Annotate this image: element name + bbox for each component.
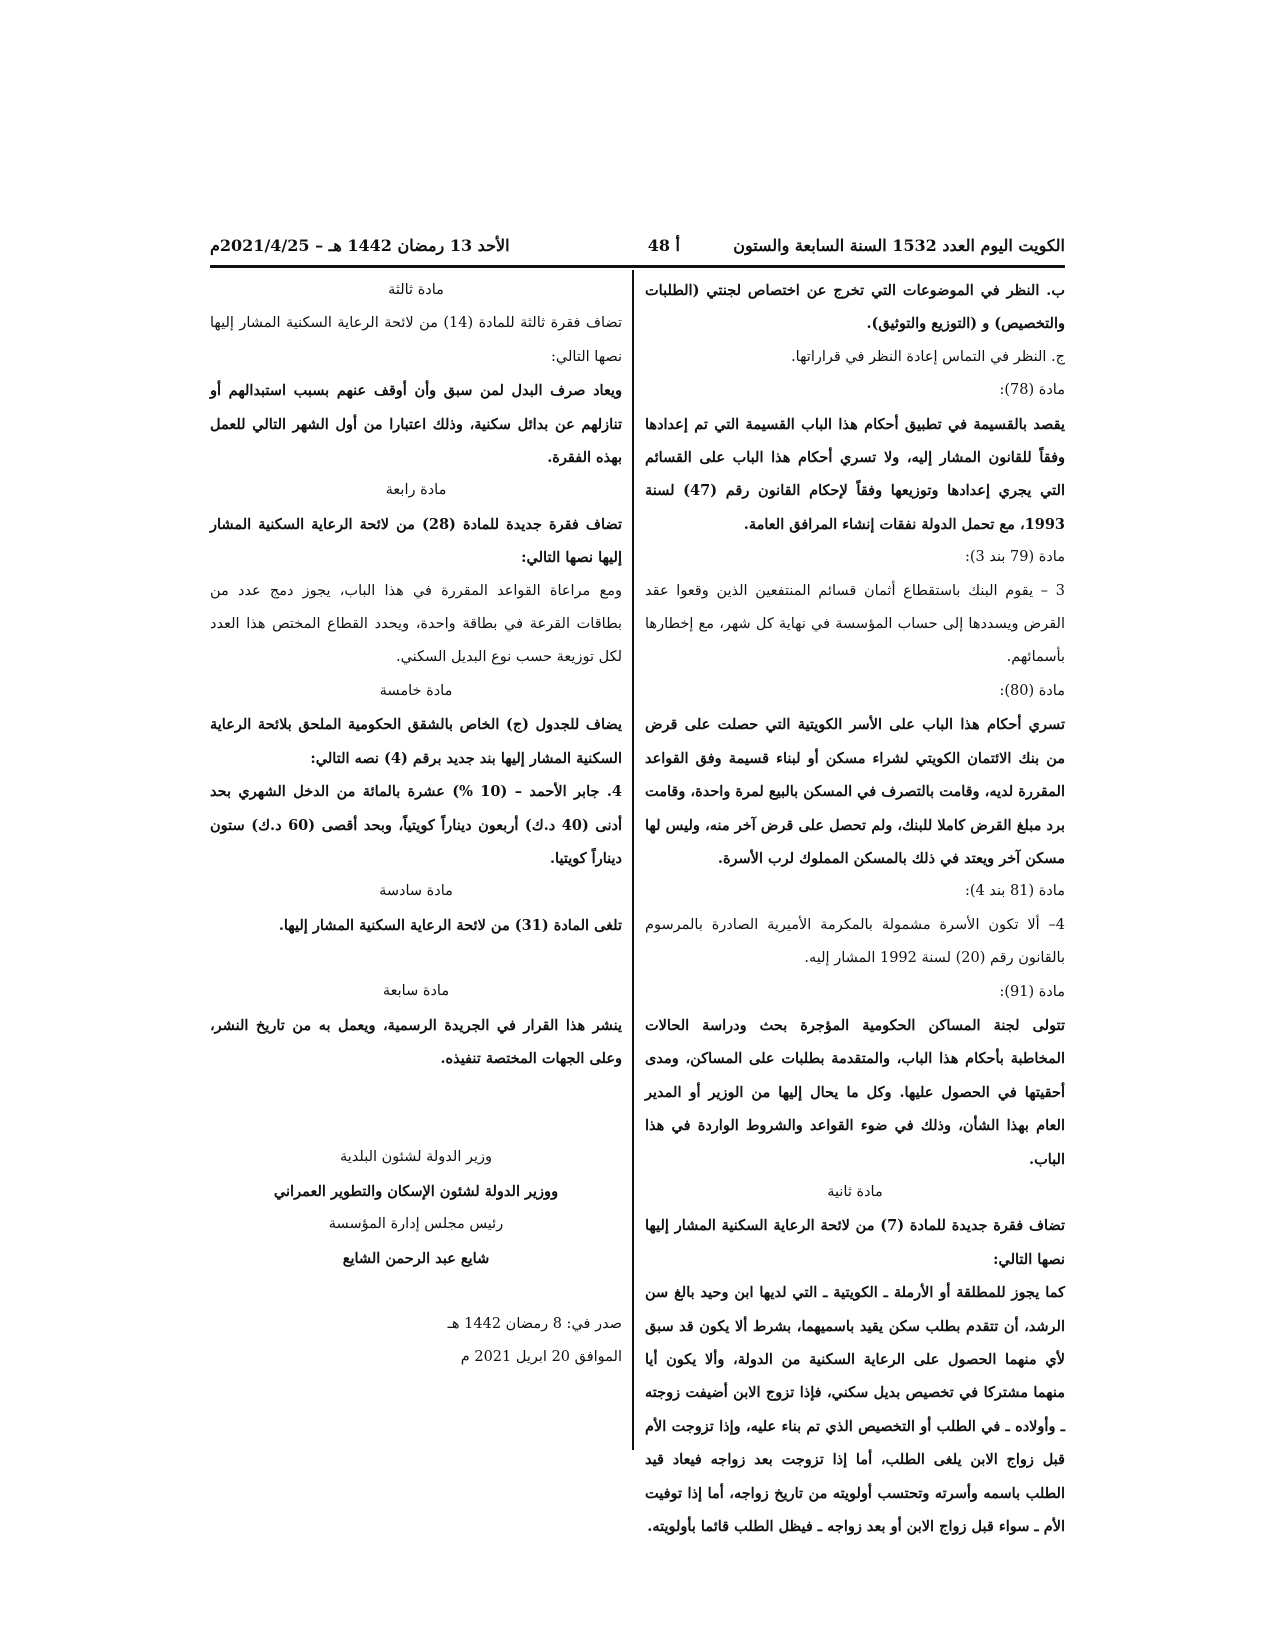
- article-heading-80: مادة (80):: [999, 682, 1065, 699]
- page-number: أ 48: [647, 236, 680, 255]
- article-four-text: ومع مراعاة القواعد المقررة في هذا الباب، يجوز دمج عدد من بطاقات القرعة في بطاقة واحدة، ويحدد القطاع المختص هذا العدد لكل توزيعة حسب نوع البديل السكني.: [210, 582, 622, 666]
- article-seven-heading: مادة سابعة: [382, 983, 450, 1000]
- issued-date-gregorian: الموافق 20 ابريل 2021 م: [460, 1349, 622, 1366]
- article-81-text: 4– ألا تكون الأسرة مشمولة بالمكرمة الأميرية الصادرة بالمرسوم بالقانون رقم (20) لسنة 1992 المشار إليه.: [645, 916, 1065, 967]
- article-six-heading: مادة سادسة: [379, 883, 453, 900]
- article-five-intro: يضاف للجدول (ج) الخاص بالشقق الحكومية الملحق بلائحة الرعاية السكنية المشار إليها بند جديد برقم (4) نصه التالي:: [210, 716, 622, 767]
- header-rule: [210, 265, 1065, 268]
- article-80-text: تسري أحكام هذا الباب على الأسر الكويتية التي حصلت على قرض من بنك الائتمان الكويتي لشراء مسكن أو لبناء قسيمة وفق القواعد المقررة لديه، وقامت بالتصرف في المسكن بالبيع لمرة واحدة، وقامت برد مبلغ القرض كاملا للبنك، ولم تحصل على قرض آخر منه، وليس لها مسكن آخر ويعتد في ذلك بالمسكن المملوك لرب الأسرة.: [645, 716, 1065, 867]
- paragraph-c: ج. النظر في التماس إعادة النظر في قراراتها.: [791, 348, 1065, 365]
- spacer: [210, 1075, 622, 1141]
- article-three-heading: مادة ثالثة: [388, 282, 444, 298]
- signature-title-3: رئيس مجلس إدارة المؤسسة: [328, 1216, 504, 1233]
- article-five-heading: مادة خامسة: [379, 682, 453, 699]
- issue-date: الأحد 13 رمضان 1442 هـ – 2021/4/25م: [210, 236, 510, 255]
- article-three-intro: تضاف فقرة ثالثة للمادة (14) من لائحة الرعاية السكنية المشار إليها نصها التالي:: [210, 315, 622, 365]
- article-seven-text: ينشر هذا القرار في الجريدة الرسمية، ويعمل به من تاريخ النشر، وعلى الجهات المختصة تنفيذه.: [210, 1016, 622, 1067]
- article-six-text: تلغى المادة (31) من لائحة الرعاية السكنية المشار إليها.: [278, 916, 622, 934]
- signatory-name: شايع عبد الرحمن الشايع: [342, 1249, 490, 1267]
- left-column: [210, 274, 622, 1375]
- page-header: [210, 236, 1065, 264]
- article-two-heading: مادة ثانية: [827, 1183, 883, 1200]
- signature-title-1: وزير الدولة لشئون البلدية: [339, 1149, 493, 1166]
- paragraph-b: ب. النظر في الموضوعات التي تخرج عن اختصاص لجنتي (الطلبات والتخصيص) و (التوزيع والتوثيق).: [645, 282, 1065, 333]
- signature-title-2: ووزير الدولة لشئون الإسكان والتطوير العمراني: [273, 1182, 559, 1200]
- article-two-intro: تضاف فقرة جديدة للمادة (7) من لائحة الرعاية السكنية المشار إليها نصها التالي:: [645, 1217, 1065, 1268]
- article-91-text: تتولى لجنة المساكن الحكومية المؤجرة بحث ودراسة الحالات المخاطبة بأحكام هذا الباب، والمتقدمة بطلبات على المساكن، ومدى أحقيتها في الحصول عليها. وكل ما يحال إليها من الوزير أو المدير العام بهذا الشأن، وذلك في ضوء القواعد والشروط الواردة في هذا الباب.: [645, 1016, 1065, 1168]
- right-column: [645, 274, 1065, 1543]
- article-heading-81: مادة (81 بند 4):: [965, 883, 1065, 900]
- article-three-text: ويعاد صرف البدل لمن سبق وأن أوقف عنهم بسبب استبدالهم أو تنازلهم عن بدائل سكنية، وذلك اعتبارا من أول الشهر التالي للعمل بهذه الفقرة.: [210, 382, 622, 467]
- article-heading-78: مادة (78):: [999, 382, 1065, 399]
- article-78-text: يقصد بالقسيمة في تطبيق أحكام هذا الباب القسيمة التي تم إعدادها وفقاً للقانون المشار إليه، ولا تسري أحكام هذا الباب على القسائم التي يجري إعدادها وتوزيعها وفقاً لإحكام القانون رقم (47) لسنة 1993، مع تحمل الدولة نفقات إنشاء المرافق العامة.: [645, 415, 1065, 533]
- issued-date-hijri: صدر في: 8 رمضان 1442 هـ: [447, 1315, 622, 1332]
- article-heading-79: مادة (79 بند 3):: [965, 549, 1065, 566]
- gazette-issue-title: الكويت اليوم العدد 1532 السنة السابعة والستون: [733, 236, 1065, 255]
- article-79-text: 3 – يقوم البنك باستقطاع أثمان قسائم المنتفعين الذين وقعوا عقد القرض ويسددها إلى حساب المؤسسة في نهاية كل شهر، مع إخطارها بأسمائهم.: [645, 582, 1065, 666]
- spacer: [210, 1275, 622, 1308]
- article-two-text: كما يجوز للمطلقة أو الأرملة ـ الكويتية ـ التي لديها ابن وحيد بالغ سن الرشد، أن تتقدم بطلب سكن يقيد باسميهما، بشرط ألا يكون قد سبق لأي منهما الحصول على الرعاية السكنية من الدولة، وألا يكون أيا منهما مشتركا في تخصيص بديل سكني، فإذا تزوج الابن أضيفت زوجته ـ وأولاده ـ في الطلب أو التخصيص الذي تم بناء عليه، وإذا تزوجت الأم قبل زواج الابن يلغى الطلب، أما إذا تزوجت بعد زواجه فيعاد قيد الطلب باسمه وأسرته وتحتسب أولويته من تاريخ زواجه، أما إذا توفيت الأم ـ سواء قبل زواج الابن أو بعد زواجه ـ فيظل الطلب قائما بأولويته.: [645, 1284, 1065, 1536]
- article-five-text: 4. جابر الأحمد – (10 %) عشرة بالمائة من الدخل الشهري بحد أدنى (40 د.ك) أربعون ديناراً كويتياً، وبحد أقصى (60 د.ك) ستون ديناراً كويتيا.: [210, 783, 622, 867]
- article-four-heading: مادة رابعة: [385, 482, 447, 499]
- article-four-intro: تضاف فقرة جديدة للمادة (28) من لائحة الرعاية السكنية المشار إليها نصها التالي:: [210, 515, 622, 567]
- article-heading-91: مادة (91):: [999, 983, 1065, 1000]
- spacer: [210, 942, 622, 975]
- column-divider: [632, 270, 634, 1450]
